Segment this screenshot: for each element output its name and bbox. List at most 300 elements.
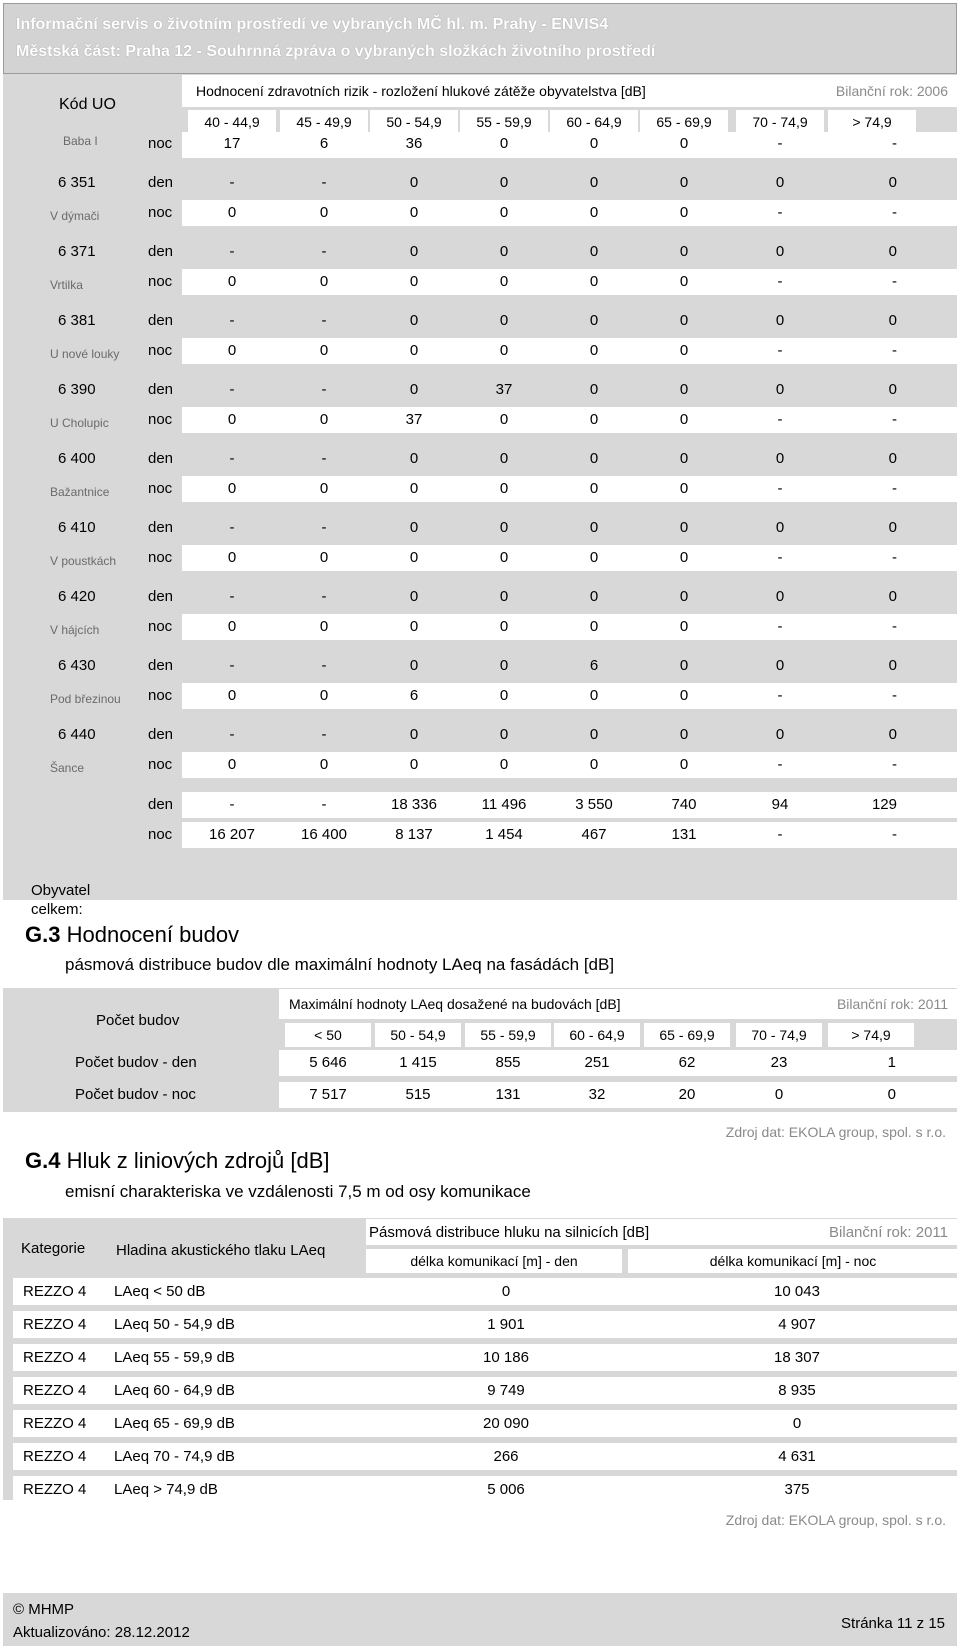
value-cell: 17 bbox=[223, 135, 241, 152]
row-bg-noc bbox=[182, 683, 957, 709]
row-label-den: den bbox=[148, 796, 174, 813]
area-record bbox=[3, 444, 957, 516]
noc-value: 10 043 bbox=[774, 1283, 820, 1300]
row-bg-noc bbox=[182, 407, 957, 433]
value-cell: - bbox=[892, 756, 897, 773]
kategorie-cell: REZZO 4 bbox=[23, 1382, 87, 1399]
category-label: 60 - 64,9 bbox=[569, 1027, 625, 1043]
value-cell: - bbox=[229, 519, 235, 536]
area-name: Bažantnice bbox=[50, 485, 110, 499]
row-label-den: den bbox=[148, 657, 174, 674]
report-header bbox=[3, 3, 957, 74]
value-cell: 0 bbox=[409, 243, 419, 260]
value-cell: 7 517 bbox=[309, 1086, 347, 1103]
value-cell: - bbox=[321, 312, 327, 329]
g4-title: Hluk z liniových zdrojů [dB] bbox=[66, 1148, 330, 1173]
value-cell: 6 bbox=[589, 657, 599, 674]
col-den: délka komunikací [m] - den bbox=[410, 1253, 578, 1269]
value-cell: 0 bbox=[409, 549, 419, 566]
value-cell: 0 bbox=[589, 726, 599, 743]
row-bg-den bbox=[182, 308, 957, 334]
value-cell: 0 bbox=[409, 726, 419, 743]
value-cell: 0 bbox=[589, 519, 599, 536]
value-cell: 5 646 bbox=[309, 1054, 347, 1071]
category-label: 70 - 74,9 bbox=[751, 1027, 807, 1043]
value-cell: 0 bbox=[499, 657, 509, 674]
category-label: 45 - 49,9 bbox=[296, 114, 352, 130]
value-cell: 131 bbox=[495, 1086, 521, 1103]
value-cell: 0 bbox=[319, 687, 329, 704]
row-bg-den bbox=[182, 446, 957, 472]
value-cell: 0 bbox=[888, 657, 897, 674]
value-cell: 0 bbox=[679, 549, 689, 566]
value-cell: 0 bbox=[679, 588, 689, 605]
value-cell: 0 bbox=[679, 687, 689, 704]
value-cell: 0 bbox=[319, 342, 329, 359]
value-cell: 0 bbox=[499, 342, 509, 359]
value-cell: 0 bbox=[775, 588, 785, 605]
header-subtitle: Městská část: Praha 12 - Souhrnná zpráva o vybraných složkách životního prostředí bbox=[16, 43, 656, 60]
value-cell: 0 bbox=[409, 588, 419, 605]
value-cell: 131 bbox=[671, 826, 697, 843]
value-cell: 0 bbox=[319, 204, 329, 221]
value-cell: 0 bbox=[679, 411, 689, 428]
area-code: 6 381 bbox=[58, 312, 96, 329]
value-cell: - bbox=[892, 204, 897, 221]
value-cell: 0 bbox=[589, 411, 599, 428]
value-cell: - bbox=[321, 726, 327, 743]
area-record bbox=[3, 375, 957, 447]
value-cell: 0 bbox=[409, 174, 419, 191]
row-bg-den bbox=[182, 377, 957, 403]
value-cell: 0 bbox=[589, 381, 599, 398]
page-footer bbox=[3, 1593, 957, 1646]
g3-heading bbox=[25, 922, 239, 948]
value-cell: 0 bbox=[319, 618, 329, 635]
value-cell: 0 bbox=[319, 549, 329, 566]
den-value: 0 bbox=[501, 1283, 511, 1300]
value-cell: - bbox=[777, 204, 783, 221]
row-bg bbox=[279, 1082, 957, 1108]
value-cell: 0 bbox=[679, 243, 689, 260]
row-label-noc: noc bbox=[148, 342, 173, 359]
row-label-noc: noc bbox=[148, 204, 173, 221]
value-cell: - bbox=[229, 312, 235, 329]
value-cell: - bbox=[229, 450, 235, 467]
row-label-noc: noc bbox=[148, 480, 173, 497]
value-cell: 0 bbox=[227, 204, 237, 221]
value-cell: 0 bbox=[774, 1086, 784, 1103]
value-cell: 0 bbox=[409, 657, 419, 674]
g3-bilance-year: Bilanční rok: 2011 bbox=[836, 996, 948, 1012]
area-name: Pod březinou bbox=[50, 692, 121, 706]
value-cell: 0 bbox=[775, 450, 785, 467]
row-bg-den bbox=[182, 515, 957, 541]
row-bg-den bbox=[182, 239, 957, 265]
value-cell: 0 bbox=[679, 381, 689, 398]
value-cell: - bbox=[321, 174, 327, 191]
value-cell: 0 bbox=[227, 411, 237, 428]
total-label-line1: Obyvatel bbox=[31, 882, 91, 899]
value-cell: 0 bbox=[409, 273, 419, 290]
value-cell: - bbox=[777, 618, 783, 635]
value-cell: 0 bbox=[679, 273, 689, 290]
row-bg-den bbox=[182, 722, 957, 748]
value-cell: 0 bbox=[589, 342, 599, 359]
value-cell: 0 bbox=[409, 519, 419, 536]
noc-value: 375 bbox=[784, 1481, 810, 1498]
row-bg-den bbox=[182, 653, 957, 679]
hladina-cell: LAeq < 50 dB bbox=[114, 1283, 206, 1300]
row-label-noc: noc bbox=[148, 618, 173, 635]
value-cell: 0 bbox=[679, 657, 689, 674]
row-label-den: den bbox=[148, 726, 174, 743]
row-bg bbox=[279, 1050, 957, 1076]
value-cell: 0 bbox=[499, 450, 509, 467]
value-cell: 855 bbox=[495, 1054, 521, 1071]
category-label: 65 - 69,9 bbox=[656, 114, 712, 130]
value-cell: - bbox=[229, 796, 235, 813]
value-cell: - bbox=[892, 549, 897, 566]
value-cell: 11 496 bbox=[481, 796, 527, 813]
value-cell: 0 bbox=[887, 1086, 896, 1103]
value-cell: 3 550 bbox=[575, 796, 613, 813]
col-hladina: Hladina akustického tlaku LAeq bbox=[116, 1242, 326, 1259]
area-code: 6 390 bbox=[58, 381, 96, 398]
area-name: U nové louky bbox=[50, 347, 120, 361]
category-label: 70 - 74,9 bbox=[752, 114, 808, 130]
value-cell: 0 bbox=[499, 273, 509, 290]
value-cell: 0 bbox=[319, 273, 329, 290]
row-label-den: den bbox=[148, 519, 174, 536]
value-cell: 37 bbox=[405, 411, 423, 428]
value-cell: 0 bbox=[775, 657, 785, 674]
noc-value: 4 907 bbox=[778, 1316, 816, 1333]
g3-subtitle: pásmová distribuce budov dle maximální hodnoty LAeq na fasádách [dB] bbox=[65, 955, 615, 974]
kategorie-cell: REZZO 4 bbox=[23, 1316, 87, 1333]
area-record bbox=[3, 720, 957, 792]
value-cell: - bbox=[892, 135, 897, 152]
page-number: Stránka 11 z 15 bbox=[841, 1615, 945, 1632]
value-cell: 0 bbox=[888, 588, 897, 605]
value-cell: 0 bbox=[589, 204, 599, 221]
area-record bbox=[3, 582, 957, 654]
buildings-table bbox=[3, 988, 957, 1112]
row-bg-noc bbox=[182, 614, 957, 640]
value-cell: 32 bbox=[588, 1086, 606, 1103]
value-cell: 36 bbox=[405, 135, 423, 152]
g3-source: Zdroj dat: EKOLA group, spol. s r.o. bbox=[725, 1124, 946, 1140]
value-cell: 0 bbox=[888, 519, 897, 536]
value-cell: 0 bbox=[499, 549, 509, 566]
value-cell: - bbox=[892, 687, 897, 704]
g4-subtitle: emisní charakteriska ve vzdálenosti 7,5 m od osy komunikace bbox=[65, 1182, 531, 1201]
value-cell: 1 454 bbox=[485, 826, 523, 843]
row-label-noc: noc bbox=[148, 411, 173, 428]
den-value: 266 bbox=[493, 1448, 519, 1465]
value-cell: - bbox=[777, 480, 783, 497]
kategorie-cell: REZZO 4 bbox=[23, 1283, 87, 1300]
value-cell: 0 bbox=[679, 342, 689, 359]
category-label: 55 - 59,9 bbox=[476, 114, 532, 130]
value-cell: 0 bbox=[499, 519, 509, 536]
den-value: 1 901 bbox=[487, 1316, 525, 1333]
value-cell: 0 bbox=[679, 312, 689, 329]
area-record bbox=[3, 306, 957, 378]
noc-value: 0 bbox=[792, 1415, 802, 1432]
row-bg-den bbox=[182, 170, 957, 196]
category-label: 55 - 59,9 bbox=[480, 1027, 536, 1043]
value-cell: 0 bbox=[409, 381, 419, 398]
value-cell: 0 bbox=[319, 411, 329, 428]
header-title: Informační servis o životním prostředí ve vybraných MČ hl. m. Prahy - ENVIS4 bbox=[16, 16, 609, 33]
value-cell: 0 bbox=[409, 204, 419, 221]
value-cell: - bbox=[892, 273, 897, 290]
value-cell: 0 bbox=[775, 243, 785, 260]
value-cell: - bbox=[321, 796, 327, 813]
row-label-noc: noc bbox=[148, 549, 173, 566]
row-bg-den bbox=[182, 584, 957, 610]
den-value: 5 006 bbox=[487, 1481, 525, 1498]
value-cell: 0 bbox=[775, 726, 785, 743]
value-cell: 0 bbox=[888, 450, 897, 467]
row-label-noc: noc bbox=[148, 826, 173, 843]
row-label-den: den bbox=[148, 588, 174, 605]
value-cell: - bbox=[321, 588, 327, 605]
value-cell: 0 bbox=[888, 243, 897, 260]
row-bg-noc bbox=[182, 822, 957, 848]
value-cell: 0 bbox=[499, 480, 509, 497]
value-cell: 0 bbox=[679, 174, 689, 191]
value-cell: 0 bbox=[888, 381, 897, 398]
value-cell: 0 bbox=[409, 618, 419, 635]
area-code: 6 440 bbox=[58, 726, 96, 743]
row-bg-noc bbox=[182, 338, 957, 364]
noc-value: 4 631 bbox=[778, 1448, 816, 1465]
value-cell: 94 bbox=[771, 796, 789, 813]
row-label-den: den bbox=[148, 243, 174, 260]
value-cell: 0 bbox=[227, 618, 237, 635]
row-bg bbox=[182, 132, 957, 158]
value-cell: - bbox=[229, 588, 235, 605]
area-code: 6 430 bbox=[58, 657, 96, 674]
value-cell: 0 bbox=[499, 756, 509, 773]
value-cell: 0 bbox=[227, 480, 237, 497]
area-name: V dýmači bbox=[50, 209, 100, 223]
value-cell: 0 bbox=[499, 411, 509, 428]
kategorie-cell: REZZO 4 bbox=[23, 1448, 87, 1465]
g4-number: G.4 bbox=[25, 1148, 61, 1173]
kategorie-cell: REZZO 4 bbox=[23, 1415, 87, 1432]
area-name: Vrtilka bbox=[50, 278, 83, 292]
hladina-cell: LAeq > 74,9 dB bbox=[114, 1481, 218, 1498]
value-cell: 0 bbox=[409, 450, 419, 467]
value-cell: 0 bbox=[227, 273, 237, 290]
value-cell: 0 bbox=[319, 756, 329, 773]
value-cell: 515 bbox=[405, 1086, 431, 1103]
category-label: > 74,9 bbox=[852, 114, 892, 130]
value-cell: 0 bbox=[227, 687, 237, 704]
value-cell: 0 bbox=[499, 312, 509, 329]
row-label-noc: noc bbox=[148, 273, 173, 290]
value-cell: 0 bbox=[775, 381, 785, 398]
area-record bbox=[3, 237, 957, 309]
g4-bilance-year: Bilanční rok: 2011 bbox=[829, 1224, 948, 1241]
col-kategorie: Kategorie bbox=[21, 1240, 86, 1257]
value-cell: - bbox=[777, 826, 783, 843]
value-cell: 0 bbox=[227, 342, 237, 359]
value-cell: 0 bbox=[409, 342, 419, 359]
value-cell: - bbox=[229, 174, 235, 191]
category-label: 65 - 69,9 bbox=[659, 1027, 715, 1043]
value-cell: - bbox=[321, 381, 327, 398]
category-label: 50 - 54,9 bbox=[386, 114, 442, 130]
value-cell: 0 bbox=[679, 135, 689, 152]
value-cell: 0 bbox=[679, 204, 689, 221]
category-label: > 74,9 bbox=[851, 1027, 891, 1043]
value-cell: 0 bbox=[589, 549, 599, 566]
noc-value: 18 307 bbox=[774, 1349, 820, 1366]
value-cell: 0 bbox=[679, 756, 689, 773]
value-cell: 6 bbox=[319, 135, 329, 152]
row-label-den: den bbox=[148, 174, 174, 191]
category-label: 50 - 54,9 bbox=[390, 1027, 446, 1043]
table-caption: Hodnocení zdravotních rizik - rozložení hlukové zátěže obyvatelstva [dB] bbox=[196, 83, 646, 99]
value-cell: 1 bbox=[887, 1054, 896, 1071]
value-cell: 0 bbox=[775, 174, 785, 191]
value-cell: 0 bbox=[227, 756, 237, 773]
value-cell: - bbox=[229, 243, 235, 260]
value-cell: 0 bbox=[775, 312, 785, 329]
value-cell: 0 bbox=[589, 273, 599, 290]
area-record bbox=[3, 651, 957, 723]
value-cell: 23 bbox=[770, 1054, 788, 1071]
row-label-noc: noc bbox=[148, 756, 173, 773]
value-cell: 0 bbox=[499, 174, 509, 191]
g3-caption: Maximální hodnoty LAeq dosažené na budovách [dB] bbox=[289, 996, 621, 1012]
area-name: V poustkách bbox=[50, 554, 117, 568]
row-label-noc: noc bbox=[148, 687, 173, 704]
value-cell: 18 336 bbox=[391, 796, 437, 813]
value-cell: 20 bbox=[678, 1086, 696, 1103]
value-cell: 8 137 bbox=[395, 826, 433, 843]
hladina-cell: LAeq 60 - 64,9 dB bbox=[114, 1382, 235, 1399]
first-area-name: Baba I bbox=[63, 134, 98, 148]
value-cell: - bbox=[229, 381, 235, 398]
g4-source: Zdroj dat: EKOLA group, spol. s r.o. bbox=[725, 1512, 946, 1528]
area-record bbox=[3, 168, 957, 240]
row-bg-noc bbox=[182, 752, 957, 778]
value-cell: 0 bbox=[679, 450, 689, 467]
value-cell: - bbox=[229, 726, 235, 743]
value-cell: 0 bbox=[589, 312, 599, 329]
value-cell: - bbox=[777, 411, 783, 428]
den-value: 20 090 bbox=[483, 1415, 529, 1432]
value-cell: 0 bbox=[589, 243, 599, 260]
value-cell: 16 400 bbox=[301, 826, 347, 843]
value-cell: 0 bbox=[499, 135, 509, 152]
den-value: 9 749 bbox=[487, 1382, 525, 1399]
value-cell: 0 bbox=[227, 549, 237, 566]
value-cell: - bbox=[321, 243, 327, 260]
hladina-cell: LAeq 55 - 59,9 dB bbox=[114, 1349, 235, 1366]
value-cell: 37 bbox=[495, 381, 513, 398]
updated-date: Aktualizováno: 28.12.2012 bbox=[13, 1624, 190, 1641]
value-cell: - bbox=[321, 657, 327, 674]
row-bg-noc bbox=[182, 269, 957, 295]
value-cell: 0 bbox=[589, 756, 599, 773]
den-value: 10 186 bbox=[483, 1349, 529, 1366]
hladina-cell: LAeq 65 - 69,9 dB bbox=[114, 1415, 235, 1432]
copyright: © MHMP bbox=[13, 1601, 75, 1618]
road-noise-table bbox=[3, 1218, 957, 1500]
row-label-noc: noc bbox=[148, 135, 173, 152]
value-cell: 0 bbox=[589, 588, 599, 605]
value-cell: 16 207 bbox=[209, 826, 255, 843]
row-label: Počet budov - den bbox=[75, 1054, 197, 1071]
kategorie-cell: REZZO 4 bbox=[23, 1349, 87, 1366]
row-bg-den bbox=[182, 792, 957, 818]
row-bg-noc bbox=[182, 476, 957, 502]
kategorie-cell: REZZO 4 bbox=[23, 1481, 87, 1498]
value-cell: 0 bbox=[499, 243, 509, 260]
category-label: 40 - 44,9 bbox=[204, 114, 260, 130]
value-cell: - bbox=[777, 687, 783, 704]
value-cell: 0 bbox=[679, 480, 689, 497]
category-label: < 50 bbox=[314, 1027, 342, 1043]
value-cell: 251 bbox=[584, 1054, 610, 1071]
bilance-year: Bilanční rok: 2006 bbox=[835, 83, 948, 99]
value-cell: 0 bbox=[409, 756, 419, 773]
area-code: 6 371 bbox=[58, 243, 96, 260]
value-cell: 0 bbox=[679, 618, 689, 635]
row-label-den: den bbox=[148, 381, 174, 398]
value-cell: - bbox=[229, 657, 235, 674]
value-cell: 0 bbox=[499, 687, 509, 704]
value-cell: 740 bbox=[671, 796, 697, 813]
value-cell: 0 bbox=[499, 204, 509, 221]
row-label-den: den bbox=[148, 450, 174, 467]
category-label: 60 - 64,9 bbox=[566, 114, 622, 130]
value-cell: 467 bbox=[581, 826, 607, 843]
hladina-cell: LAeq 50 - 54,9 dB bbox=[114, 1316, 235, 1333]
area-record bbox=[3, 513, 957, 585]
total-label-line2: celkem: bbox=[31, 901, 83, 918]
value-cell: - bbox=[892, 342, 897, 359]
g3-number: G.3 bbox=[25, 922, 61, 947]
col-noc: délka komunikací [m] - noc bbox=[709, 1253, 877, 1269]
g4-caption: Pásmová distribuce hluku na silnicích [dB] bbox=[369, 1224, 650, 1241]
value-cell: - bbox=[777, 273, 783, 290]
value-cell: 6 bbox=[409, 687, 419, 704]
noise-exposure-table bbox=[3, 74, 957, 918]
value-cell: - bbox=[892, 826, 897, 843]
g4-heading bbox=[25, 1148, 329, 1174]
row-label: Počet budov - noc bbox=[75, 1086, 196, 1103]
col-label-pocet-budov: Počet budov bbox=[96, 1012, 180, 1029]
total-label bbox=[31, 881, 90, 919]
value-cell: - bbox=[321, 450, 327, 467]
area-code: 6 410 bbox=[58, 519, 96, 536]
row-bg-noc bbox=[182, 200, 957, 226]
value-cell: 0 bbox=[499, 588, 509, 605]
value-cell: 129 bbox=[871, 796, 897, 813]
value-cell: 0 bbox=[679, 519, 689, 536]
value-cell: 0 bbox=[589, 174, 599, 191]
value-cell: 0 bbox=[409, 480, 419, 497]
value-cell: - bbox=[892, 480, 897, 497]
area-code: 6 400 bbox=[58, 450, 96, 467]
